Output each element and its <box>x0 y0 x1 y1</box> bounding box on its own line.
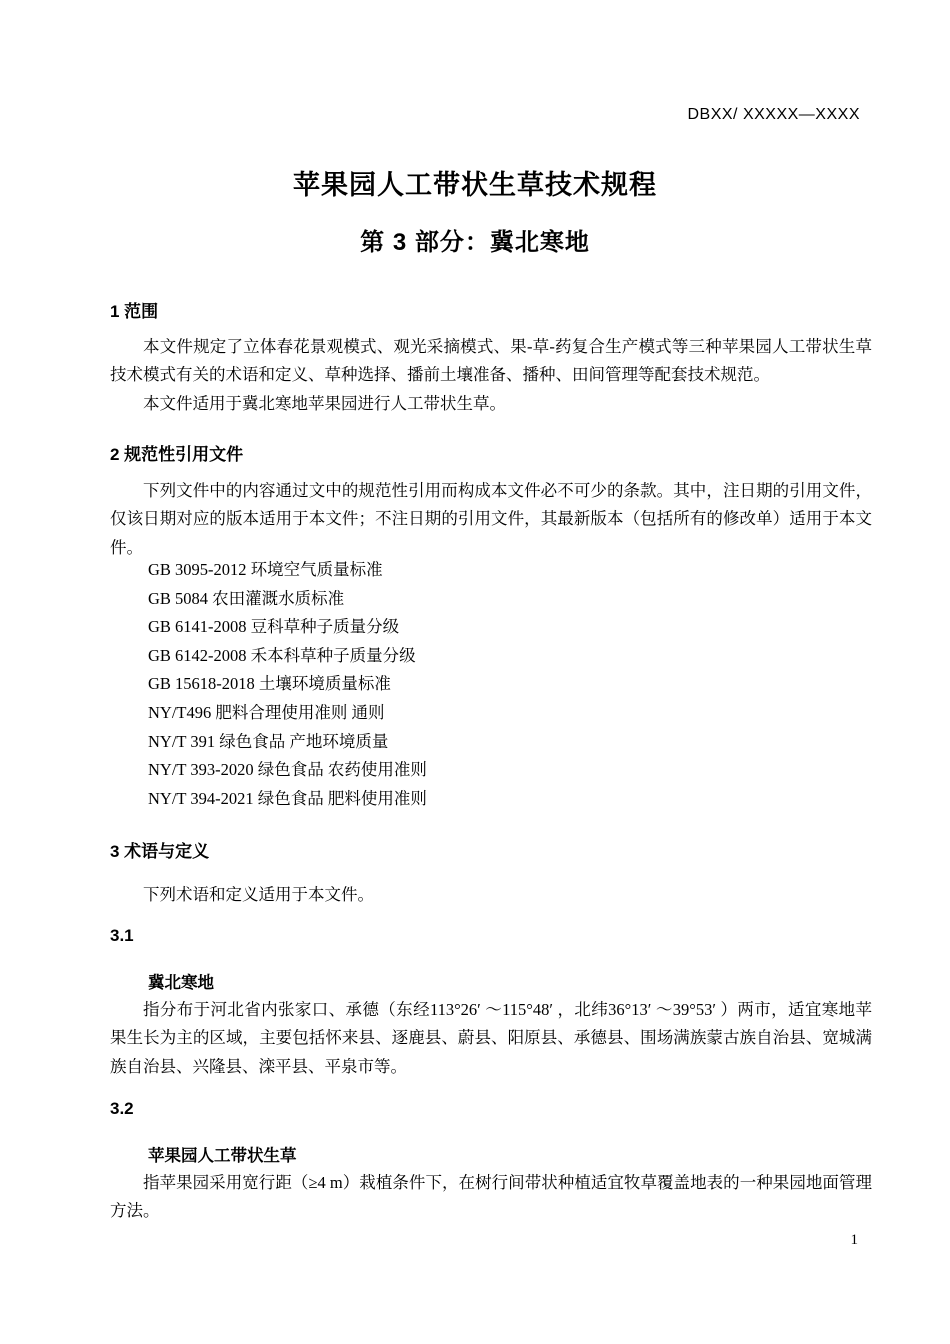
reference-item: GB 15618-2018 土壤环境质量标准 <box>148 674 391 694</box>
document-title: 苹果园人工带状生草技术规程 <box>293 170 657 200</box>
term-name-jibei-handi: 冀北寒地 <box>148 974 214 992</box>
page-number: 1 <box>850 1232 858 1248</box>
reference-item: NY/T 393-2020 绿色食品 农药使用准则 <box>148 760 427 780</box>
terms-intro-block <box>110 881 872 909</box>
term-number-3-2: 3.2 <box>110 1099 134 1118</box>
scope-paragraph-2: 本文件适用于冀北寒地苹果园进行人工带状生草。 <box>143 393 506 413</box>
reference-item: NY/T 394-2021 绿色食品 肥料使用准则 <box>148 788 427 808</box>
reference-item: NY/T 391 绿色食品 产地环境质量 <box>148 731 389 751</box>
term-definition-3-2: 指苹果园采用宽行距（≥4 m）栽植条件下，在树行间带状种植适宜牧草覆盖地表的一种果园地面管理方法。 <box>110 1173 872 1221</box>
reference-item: GB 3095-2012 环境空气质量标准 <box>148 560 383 579</box>
scope-paragraph-1: 本文件规定了立体春花景观模式、观光采摘模式、果-草-药复合生产模式等三种苹果园人工带状生草技术模式有关的术语和定义、草种选择、播前土壤准备、播种、田间管理等配套技术规范。 <box>110 337 872 385</box>
normative-references-intro: 下列文件中的内容通过文中的规范性引用而构成本文件必不可少的条款。其中，注日期的引用文件，仅该日期对应的版本适用于本文件；不注日期的引用文件，其最新版本（包括所有的修改单）适用于本文件。 <box>110 481 872 557</box>
reference-item: NY/T496 肥料合理使用准则 通则 <box>148 702 385 722</box>
normative-references-intro-block <box>110 477 872 562</box>
term-definition-block-3-2 <box>110 1169 872 1226</box>
term-definition-block-3-1 <box>110 996 872 1081</box>
reference-item: GB 5084 农田灌溉水质标准 <box>148 588 345 608</box>
document-subtitle: 第 3 部分：冀北寒地 <box>360 229 590 256</box>
term-number-3-1: 3.1 <box>110 926 134 945</box>
reference-item: GB 6141-2008 豆科草种子质量分级 <box>148 617 400 637</box>
standard-code-header: DBXX/ XXXXX—XXXX <box>687 106 860 123</box>
normative-references-list <box>148 556 872 813</box>
term-definition-3-1: 指分布于河北省内张家口、承德（东经113°26′ ～115°48′ ，北纬36°13′ ～39°53′ ）两市，适宜寒地苹果生长为主的区域，主要包括怀来县、逐鹿县、蔚县、阳原县、承德县、围场满族蒙古族自治县、宽城满族自治县、兴隆县、滦平县、平泉市等。 <box>110 1000 872 1076</box>
reference-item: GB 6142-2008 禾本科草种子质量分级 <box>148 645 416 665</box>
section-heading-terms: 3 术语与定义 <box>110 842 210 861</box>
term-name-strip-grass: 苹果园人工带状生草 <box>148 1147 297 1165</box>
section-heading-normative-references: 2 规范性引用文件 <box>110 445 244 464</box>
scope-paragraphs <box>110 333 872 418</box>
section-heading-scope: 1 范围 <box>110 302 159 321</box>
terms-intro: 下列术语和定义适用于本文件。 <box>143 885 374 904</box>
